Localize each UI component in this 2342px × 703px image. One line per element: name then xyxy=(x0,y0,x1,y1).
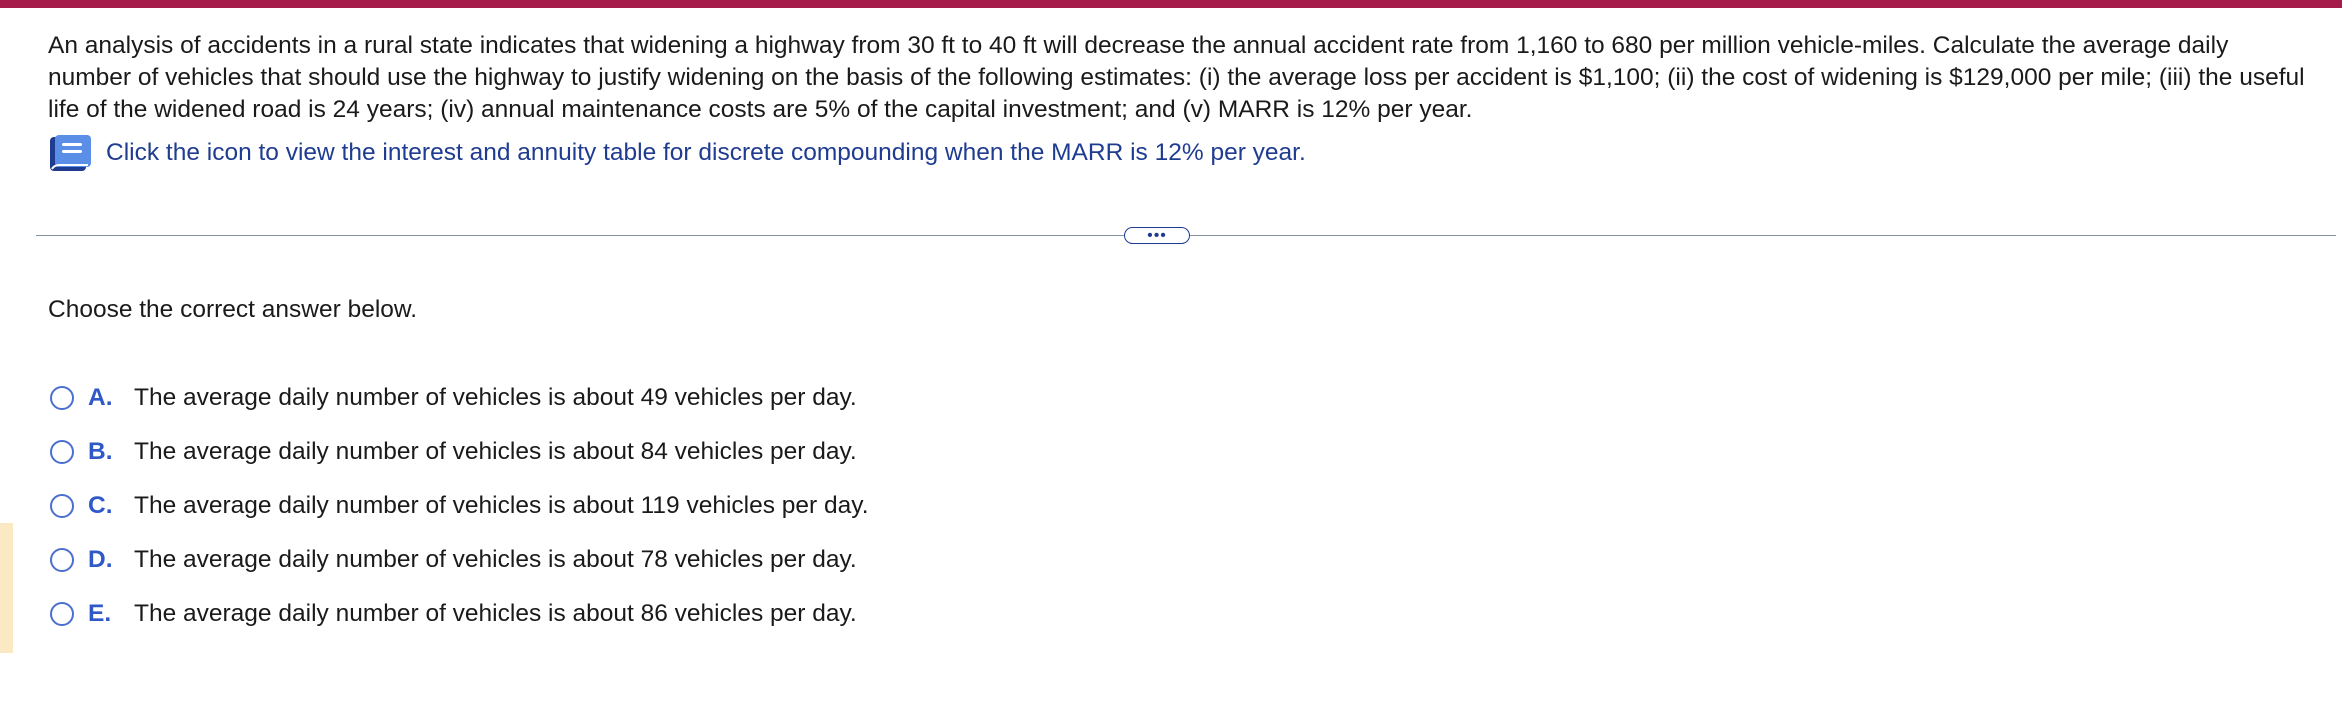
radio-button-icon[interactable] xyxy=(50,494,74,518)
question-text: An analysis of accidents in a rural state indicates that widening a highway from 30 ft to 40 ft will decrease the annual accident rate from 1,160 to 680 per million vehicle-miles. Calculate the average daily number of vehicles that should use the highway to justify widening on the basis of the following estimates: (i) the average loss per accident is $1,100; (ii) the cost of widening is $129,000 per mile; (iii) the useful life of the widened road is 24 years; (iv) annual maintenance costs are 5% of the capital investment; and (v) MARR is 12% per year. xyxy=(48,32,2305,123)
table-link-text[interactable]: Click the icon to view the interest and annuity table for discrete compounding when the MARR is 12% per year. xyxy=(106,139,1306,166)
left-highlight-strip xyxy=(0,523,13,653)
radio-button-icon[interactable] xyxy=(50,548,74,572)
option-c[interactable] xyxy=(50,479,869,533)
radio-button-icon[interactable] xyxy=(50,386,74,410)
option-letter: E. xyxy=(88,600,112,627)
book-icon[interactable] xyxy=(48,133,96,173)
option-text: The average daily number of vehicles is about 119 vehicles per day. xyxy=(134,492,869,519)
option-d[interactable] xyxy=(50,533,869,587)
option-letter: C. xyxy=(88,492,113,519)
expand-button[interactable]: ••• xyxy=(1124,227,1190,244)
option-text: The average daily number of vehicles is about 78 vehicles per day. xyxy=(134,546,857,573)
radio-button-icon[interactable] xyxy=(50,602,74,626)
option-text: The average daily number of vehicles is about 86 vehicles per day. xyxy=(134,600,857,627)
answer-options xyxy=(50,371,869,641)
instruction-text: Choose the correct answer below. xyxy=(48,296,418,323)
top-accent-bar xyxy=(0,0,2342,8)
option-letter: D. xyxy=(88,546,113,573)
option-b[interactable] xyxy=(50,425,869,479)
radio-button-icon[interactable] xyxy=(50,440,74,464)
option-a[interactable] xyxy=(50,371,869,425)
table-link-row xyxy=(48,133,1306,173)
option-letter: A. xyxy=(88,384,113,411)
option-text: The average daily number of vehicles is about 49 vehicles per day. xyxy=(134,384,857,411)
option-letter: B. xyxy=(88,438,113,465)
option-e[interactable] xyxy=(50,587,869,641)
option-text: The average daily number of vehicles is about 84 vehicles per day. xyxy=(134,438,857,465)
